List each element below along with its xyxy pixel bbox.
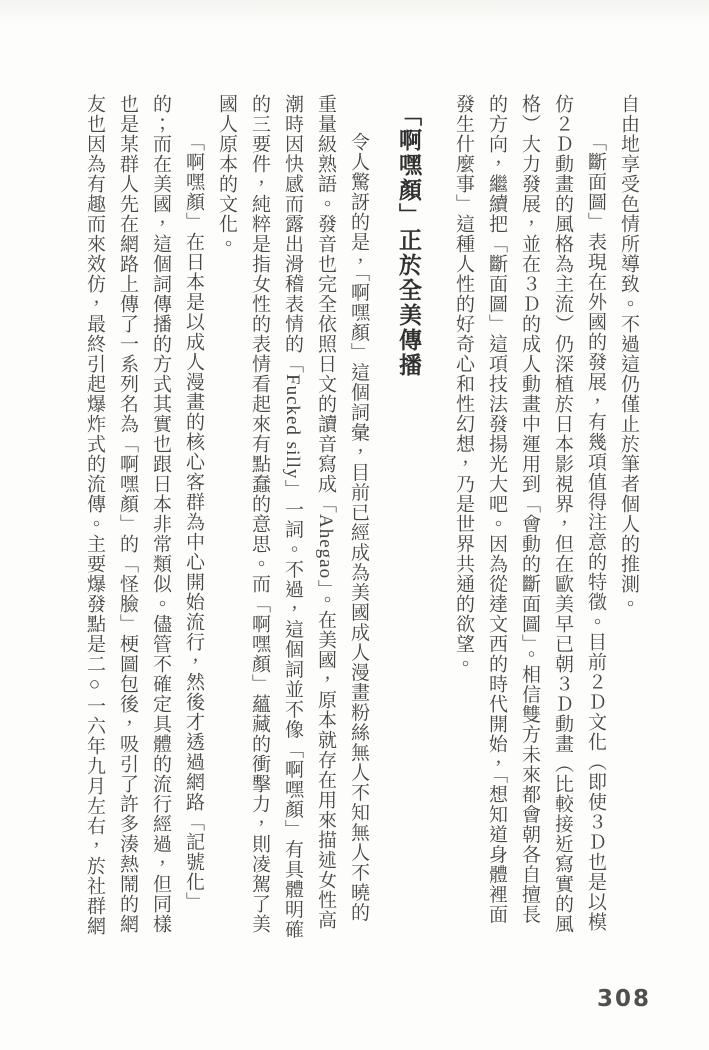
paragraph-ahegao-spread: 「啊嘿顏」在日本是以成人漫畫的核心客群為中心開始流行，然後才透過網路「記號化」的；而在美國，這個詞傳播的方式其實也跟日本非常類似。儘管不確定具體的流行經過，但同樣也是某群人先在網路上傳了一系列名為「啊嘿顏」的「怪臉」梗圖包後，吸引了許多湊熱鬧的網友也因為有趣而來效仿，最終引起爆炸式的流傳。主要爆發點是二○一六年九月左右，於社群網 <box>84 94 204 936</box>
vertical-text-block <box>78 94 645 942</box>
paragraph-ahegao-term: 令人驚訝的是，「啊嘿顏」這個詞彙，目前已經成為美國成人漫畫粉絲無人不知無人不曉的重量級熟語。發音也完全依照日文的讀音寫成「Ahegao」。在美國，原本就存在用來描述女性高潮時因快感而露出滑稽表情的「Fucked silly」一詞。不過，這個詞並不像「啊嘿顏」有具體明確的三要件，純粹是指女性的表情看起來有點蠢的意思。而「啊嘿顏」蘊藏的衝擊力，則凌駕了美國人原本的文化。 <box>216 94 369 940</box>
page-number: 308 <box>597 986 652 1012</box>
paragraph-cross-section: 「斷面圖」表現在外國的發展，有幾項值得注意的特徵。目前２Ｄ文化（即使３Ｄ也是以模仿２Ｄ動畫的風格為主流）仍深植於日本影視界，但在歐美早已朝３Ｄ動畫（比較接近寫實的風格）大力發展，並在３Ｄ的成人動畫中運用到「會動的斷面圖」。相信雙方未來都會朝各自擅長的方向，繼續把「斷面圖」這項技法發揚光大吧。因為從達文西的時代開始，「想知道身體裡面發生什麼事」這種人性的好奇心和性幻想，乃是世界共通的欲望。 <box>453 94 606 934</box>
paragraph-continuation: 自由地享受色情所導致。不過這仍僅止於筆者個人的推測。 <box>618 94 639 614</box>
section-heading: 「啊嘿顏」正於全美傳播 <box>396 103 422 379</box>
